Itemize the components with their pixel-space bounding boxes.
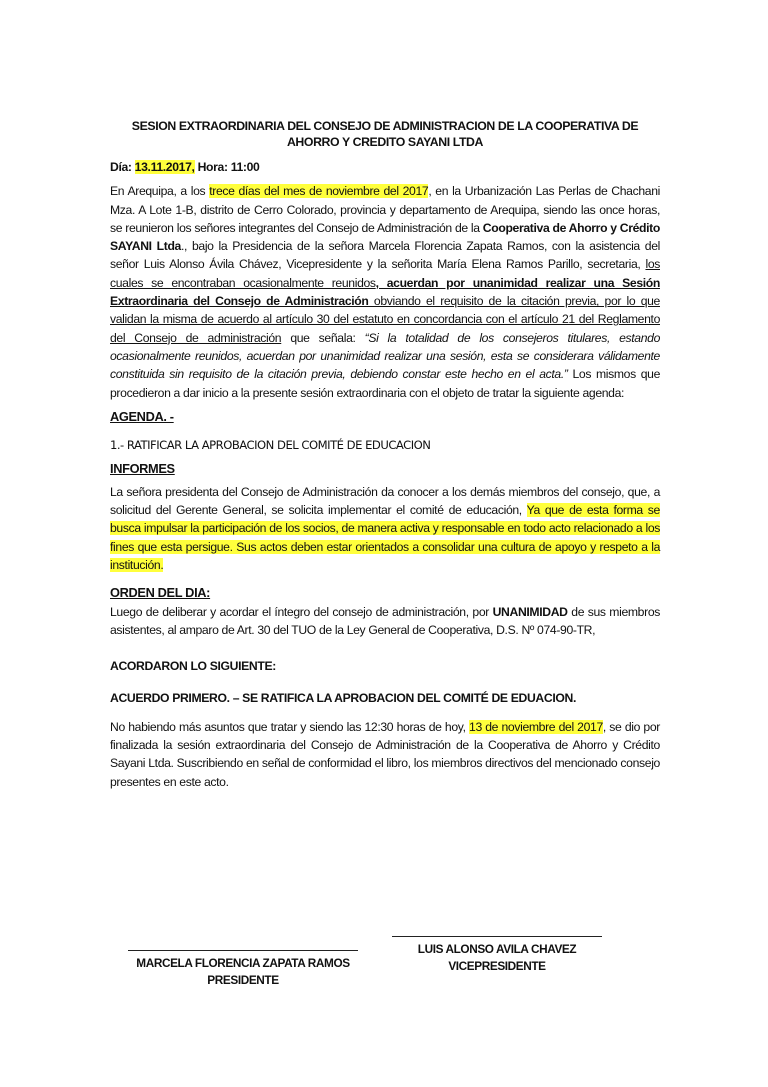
orden-paragraph: [110, 603, 660, 640]
document-title: SESION EXTRAORDINARIA DEL CONSEJO DE ADMINISTRACION DE LA COOPERATIVA DE AHORRO Y CREDITO SAYANI LTDA: [131, 119, 639, 149]
intro-text-11: Los mismos que procedieron a dar inicio a la presente sesión extraordinaria con el objeto de tratar la siguiente agenda:: [110, 367, 660, 400]
cierre-text-3: , se dio por finalizada la sesión extraordinaria del Consejo de Administración de la Cooperativa de Ahorro y Crédito Sayani Ltda. Suscribiendo en señal de conformidad el libro, los miembros directivos del mencionado consejo presentes en este acto.: [110, 719, 660, 789]
signature-president-name: MARCELA FLORENCIA ZAPATA RAMOS: [136, 956, 350, 970]
hora-label: Hora:: [197, 160, 228, 174]
acuerdo-primero: ACUERDO PRIMERO. – SE RATIFICA LA APROBACION DEL COMITÉ DE EDUACION.: [110, 691, 576, 706]
cierre-date-highlight: 13 de noviembre del 2017: [469, 719, 603, 734]
informes-heading: INFORMES: [110, 461, 175, 477]
signature-line-left: [128, 950, 358, 951]
signature-vicepresident-name: LUIS ALONSO AVILA CHAVEZ: [417, 942, 577, 956]
informes-paragraph: [110, 483, 660, 574]
orden-heading: ORDEN DEL DIA:: [110, 585, 211, 601]
cierre-paragraph: [110, 718, 660, 791]
intro-cooperative-name: Cooperativa de Ahorro y Crédito SAYANI Ltda: [110, 220, 660, 254]
signature-vicepresident-role: VICEPRESIDENTE: [448, 959, 546, 973]
intro-bold-underlined: , acuerdan por unanimidad realizar una Sesión Extraordinaria del Consejo de Administración: [110, 275, 660, 309]
intro-date-highlight: trece días del mes de noviembre del 2017: [209, 184, 429, 199]
intro-text-9: que señala:: [281, 330, 365, 345]
intro-text-3: , en la Urbanización Las Perlas de Chachani Mza. A Lote 1-B, distrito de Cerro Colorado, provincia y departamento de Arequipa, siendo las once horas, se reunieron los señores integrantes del Consejo de Administración de la: [110, 184, 660, 235]
intro-text-1: En Arequipa, a los: [110, 184, 210, 199]
intro-quote: “Si la totalidad de los consejeros titulares, estando ocasionalmente reunidos, acuerdan por unanimidad realizar una sesión, esta se considerara válidamente constituida sin requisito de la citación previa, debiendo constar este hecho en el acta.”: [110, 330, 660, 382]
dia-label: Día:: [110, 160, 132, 174]
date-line: [110, 158, 660, 176]
acordaron-heading: ACORDARON LO SIGUIENTE:: [110, 659, 276, 674]
informes-highlight: Ya que de esta forma se busca impulsar la participación de los socios, de manera activa y responsable en todo acto relacionado a los fines que esta persigue. Sus actos deben estar orientados a consolidar una cultura de apoyo y respeto a la institución.: [110, 503, 660, 572]
hora-value: 11:00: [230, 160, 260, 174]
orden-text-3: de sus miembros asistentes, al amparo de Art. 30 del TUO de la Ley General de Cooperativa, D.S. Nº 074-90-TR,: [110, 604, 660, 637]
intro-underlined-2: obviando el requisito de la citación previa, por lo que validan la misma de acuerdo al artículo 30 del estatuto en concordancia con el artículo 21 del Reglamento del Consejo de administración: [110, 294, 660, 345]
cierre-text-1: No habiendo más asuntos que tratar y siendo las 12:30 horas de hoy,: [110, 719, 470, 734]
agenda-heading: AGENDA. -: [110, 408, 174, 424]
agenda-item-1: 1.- RATIFICAR LA APROBACION DEL COMITÉ DE EDUCACION: [110, 438, 431, 453]
signature-line-right: [392, 936, 602, 937]
orden-unanimidad: UNANIMIDAD: [492, 604, 568, 619]
informes-text-1: La señora presidenta del Consejo de Administración da conocer a los demás miembros del consejo, que, a solicitud del Gerente General, se solicita implementar el comité de educación,: [110, 484, 660, 518]
intro-text-5: ., bajo la Presidencia de la señora Marcela Florencia Zapata Ramos, con la asistencia del señor Luis Alonso Ávila Chávez, Vicepresidente y la señorita María Elena Ramos Parillo, secretaria,: [110, 239, 660, 272]
intro-underlined-1: los cuales se encontraban ocasionalmente reunidos: [110, 257, 660, 290]
dia-value: 13.11.2017,: [134, 160, 195, 174]
signature-president-role: PRESIDENTE: [207, 973, 279, 987]
signature-vicepresident: [392, 936, 602, 975]
document-page: [110, 118, 660, 791]
orden-text-1: Luego de deliberar y acordar el íntegro del consejo de administración, por: [110, 604, 493, 619]
signature-president: [128, 940, 358, 989]
intro-paragraph: [110, 182, 660, 402]
